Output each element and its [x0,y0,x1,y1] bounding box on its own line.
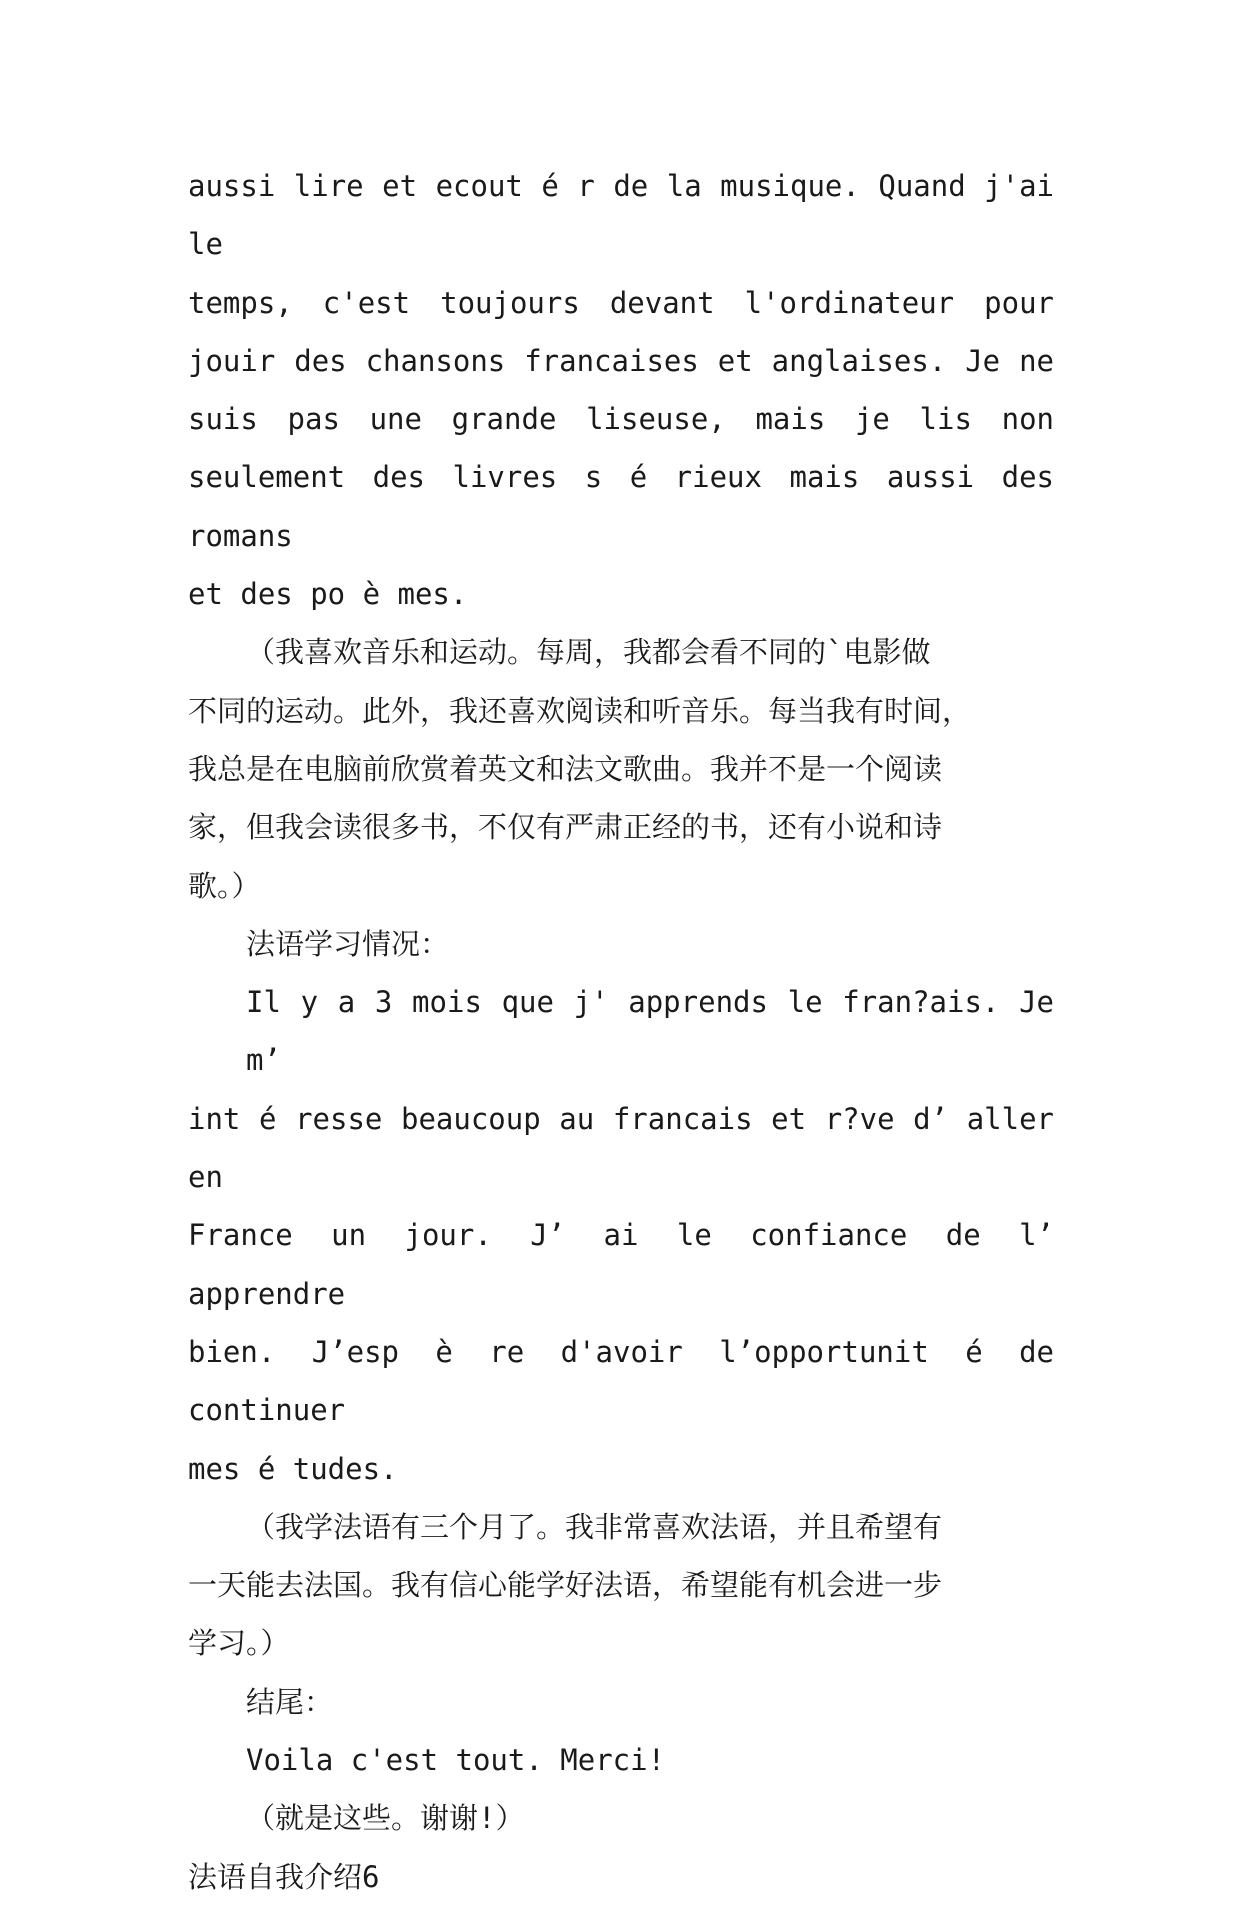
document-page [188,157,1054,1906]
text-line: 歌。） [188,868,261,903]
text-line: （我喜欢音乐和运动。每周，我都会看不同的`电影做 [246,635,931,670]
text-line: 我总是在电脑前欣赏着英文和法文歌曲。我并不是一个阅读 [188,751,943,786]
text-line: bien. J’esp è re d'avoir l’opportunit é de continuer [188,1334,1054,1428]
text-line: int é resse beaucoup au francais et r?ve d’ aller en [188,1101,1054,1195]
text-line: temps, c'est toujours devant l'ordinateur pour [188,285,1054,320]
text-line: France un jour. J’ ai le confiance de l’ apprendre [188,1218,1054,1311]
text-line: et des po è mes. [188,577,468,612]
text-line: seulement des livres s é rieux mais aussi des romans [188,460,1054,553]
learning-heading: 法语学习情况： [246,926,450,961]
text-line: mes é tudes. [188,1451,398,1486]
text-line: aussi lire et ecout é r de la musique. Quand j'ai le [188,169,1054,262]
french-learning-paragraph [188,973,1054,1498]
ending-heading: 结尾： [246,1684,334,1719]
text-line: 一天能去法国。我有信心能学好法语，希望能有机会进一步 [188,1568,943,1603]
next-section-title: 法语自我介绍6 [188,1859,380,1894]
text-line: Il y a 3 mois que j' apprends le fran?ais. Je m’ [246,985,1054,1078]
text-line: suis pas une grande liseuse, mais je lis non [188,402,1054,437]
text-line: 家，但我会读很多书，不仅有严肃正经的书，还有小说和诗 [188,810,943,845]
chinese-hobbies-translation [188,623,1054,914]
text-line: jouir des chansons francaises et anglaises. Je ne [188,343,1054,378]
closing-chinese: （就是这些。谢谢!） [246,1801,525,1836]
french-hobbies-paragraph [188,157,1054,623]
closing-french: Voila c'est tout. Merci! [246,1743,666,1778]
chinese-learning-translation [188,1498,1054,1673]
text-line: 学习。） [188,1626,290,1661]
text-line: （我学法语有三个月了。我非常喜欢法语，并且希望有 [246,1509,943,1544]
text-line: 不同的运动。此外，我还喜欢阅读和听音乐。每当我有时间， [188,693,972,728]
